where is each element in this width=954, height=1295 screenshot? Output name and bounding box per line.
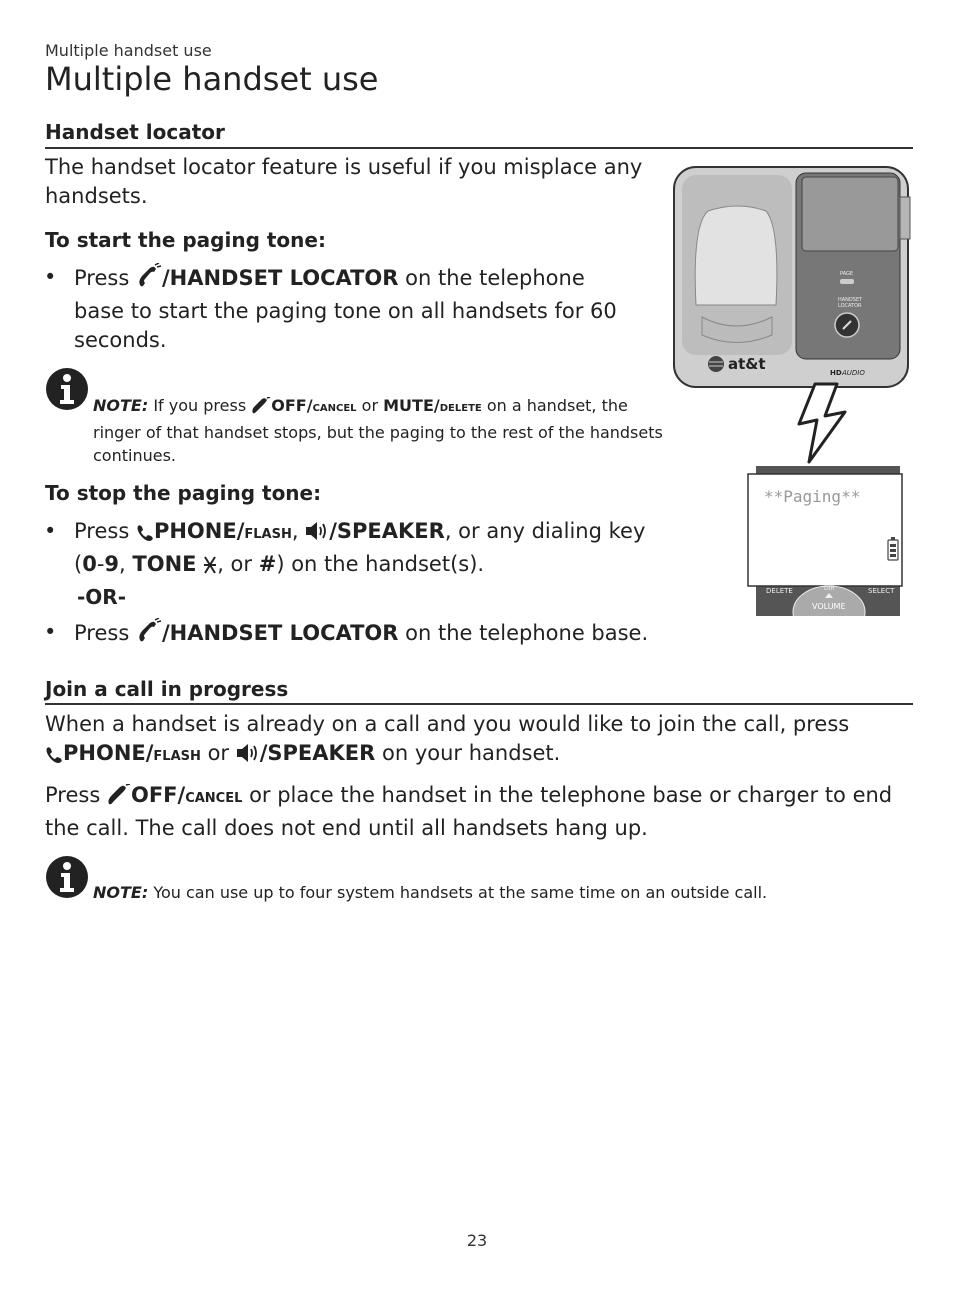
off-cancel-icon: [251, 397, 271, 421]
note-text: You can use up to four system handsets at the same time on an outside call.: [153, 883, 768, 902]
mute-key: MUTE/: [383, 396, 440, 415]
phone-key: PHONE/: [153, 519, 245, 543]
lightning-bolt-icon: [795, 382, 850, 467]
note-text-2: on a handset, the ringer of that handset stops, but the paging to the rest of the handsets continues.: [93, 396, 663, 465]
punct: ,: [119, 552, 133, 576]
note-or: or: [361, 396, 379, 415]
tone-icon: [203, 554, 217, 583]
base-page-label: PAGE: [840, 271, 854, 277]
stop-paging-heading: To stop the paging tone:: [45, 481, 322, 505]
handset-locator-icon: [136, 618, 162, 652]
digit-key: 0: [82, 552, 97, 576]
hash-key: #: [258, 552, 277, 576]
punct: ,: [291, 519, 299, 543]
join-paragraph-1: [45, 710, 915, 772]
stop-paging-bullet-2: • Press /HANDSET LOCATOR on the telephone base.: [74, 618, 694, 652]
locator-intro: The handset locator feature is useful if you misplace any handsets.: [45, 155, 643, 208]
join-or: or: [207, 741, 230, 765]
off-key: OFF/: [130, 783, 186, 807]
speaker-icon: [236, 742, 260, 772]
handset-screen-illustration: [746, 466, 904, 616]
info-icon: [45, 855, 89, 899]
join-text-2: or place the handset in the telephone base or charger to end the call. The call does not end until all handsets hang up.: [45, 783, 893, 840]
start-paging-heading: To start the paging tone:: [45, 228, 326, 252]
delete-key: delete: [439, 399, 482, 415]
flash-key: flash: [153, 743, 201, 765]
softkey-center-bottom-label: VOLUME: [812, 602, 846, 611]
punct: -: [96, 552, 105, 576]
join-press: Press: [45, 783, 101, 807]
breadcrumb: Multiple handset use: [45, 41, 212, 60]
cancel-key: cancel: [312, 399, 357, 415]
note-label: NOTE:: [93, 396, 149, 415]
off-key: OFF/: [271, 396, 313, 415]
bullet-text: ) on the handset(s).: [276, 552, 485, 576]
note-label: NOTE:: [93, 883, 149, 902]
base-brand-label: at&t: [728, 355, 766, 373]
softkey-right-label: SELECT: [868, 587, 895, 595]
punct: (: [74, 552, 83, 576]
note-handsets: [93, 881, 913, 904]
join-text: When a handset is already on a call and you would like to join the call, press: [45, 712, 850, 736]
speaker-key: /SPEAKER: [259, 741, 376, 765]
punct: , or: [217, 552, 253, 576]
bullet-text: on the telephone base.: [405, 621, 649, 645]
base-audio-label: AUDIO: [842, 369, 865, 377]
base-locator-label-2: LOCATOR: [838, 303, 862, 309]
off-cancel-icon: [107, 784, 131, 814]
info-icon: [45, 367, 89, 411]
start-paging-bullet: • Press /HANDSET LOCATOR on the telephone base to start the paging tone on all handsets for 60 seconds.: [44, 265, 617, 352]
join-paragraph-2: [45, 781, 915, 843]
stop-paging-bullet: • Press PHONE/flash, /SPEAKER, or any dialing key (0-9, TONE , or #) on the handset(s).: [74, 517, 694, 583]
join-text-end: on your handset.: [382, 741, 561, 765]
or-label: -OR-: [77, 585, 127, 609]
tone-key: TONE: [132, 552, 197, 576]
page-number: 23: [466, 1231, 488, 1250]
base-hd-label: HD: [830, 369, 842, 377]
softkey-center-top-label: DIR: [824, 585, 835, 592]
phone-icon: [45, 743, 63, 772]
phone-key: PHONE/: [63, 741, 154, 765]
bullet-text: , or any dialing key: [444, 519, 646, 543]
bullet-press: Press: [74, 519, 130, 543]
speaker-icon: [305, 520, 329, 550]
handset-locator-key: /HANDSET LOCATOR: [161, 266, 399, 290]
section-heading-join-call: Join a call in progress: [45, 677, 289, 701]
flash-key: flash: [244, 521, 292, 543]
base-locator-label: HANDSET: [838, 297, 863, 303]
section-rule: [45, 703, 913, 705]
section-heading-handset-locator: Handset locator: [45, 120, 225, 144]
section-rule: [45, 147, 913, 149]
phone-icon: [136, 521, 154, 550]
handset-locator-key: /HANDSET LOCATOR: [161, 621, 399, 645]
softkey-left-label: DELETE: [766, 587, 793, 595]
note-paging: [93, 394, 673, 467]
telephone-base-illustration: [672, 165, 912, 390]
page-title: Multiple handset use: [45, 60, 379, 98]
bullet-press: Press: [74, 621, 130, 645]
note-text: If you press: [153, 396, 247, 415]
bullet-text: on the telephone base to start the paging tone on all handsets for 60 seconds.: [74, 266, 617, 352]
digit-key: 9: [104, 552, 120, 576]
speaker-key: /SPEAKER: [329, 519, 445, 543]
screen-paging-text: **Paging**: [764, 487, 861, 506]
handset-locator-icon: [136, 263, 162, 297]
bullet-press: Press: [74, 266, 130, 290]
cancel-key: cancel: [185, 785, 243, 807]
